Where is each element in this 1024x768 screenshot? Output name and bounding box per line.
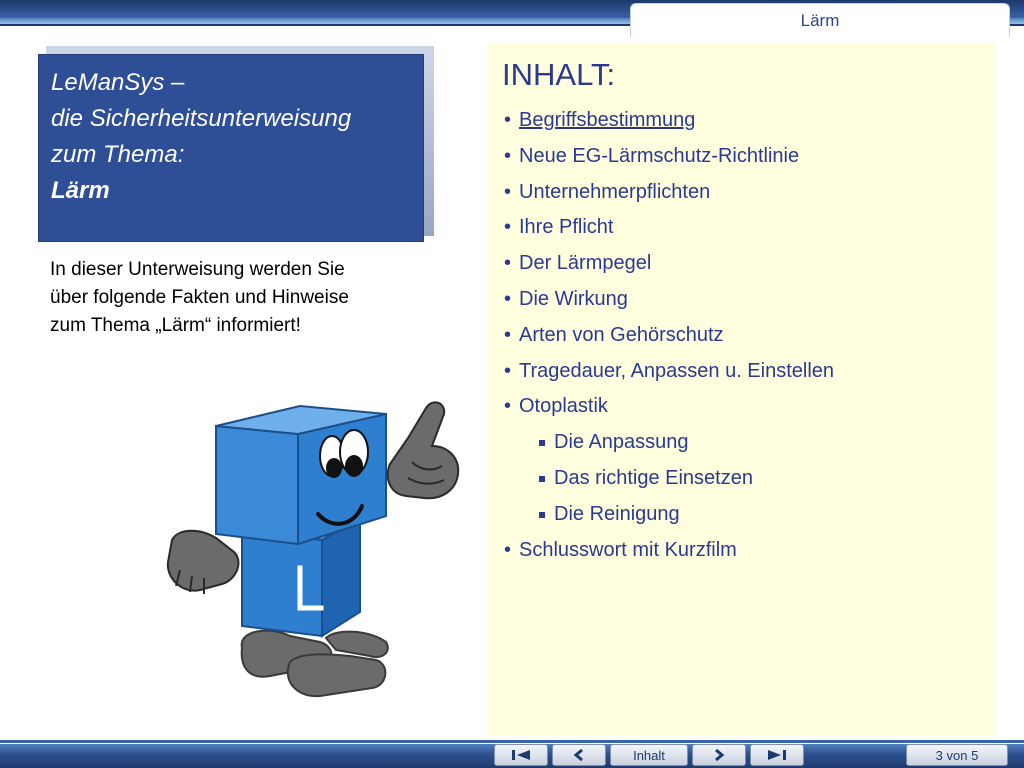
toc-item-label[interactable]: Begriffsbestimmung — [519, 109, 696, 131]
toc-item-laermpegel — [504, 246, 834, 282]
toc-subitem-reinigung — [504, 497, 834, 533]
toc-item-ihre-pflicht — [504, 210, 834, 246]
section-title-tab — [630, 3, 1010, 37]
next-page-button[interactable] — [692, 744, 746, 766]
toc-item-label: Tragedauer, Anpassen u. Einstellen — [519, 359, 835, 382]
toc-subitem-anpassung — [504, 425, 834, 461]
toc-item-label: Die Reinigung — [554, 502, 680, 525]
section-title: Lärm — [800, 10, 840, 30]
mascot-feet — [242, 631, 388, 697]
toc-item-label: Unternehmerpflichten — [519, 180, 711, 203]
page-indicator-text: 3 von 5 — [935, 747, 979, 763]
last-page-button[interactable] — [750, 744, 804, 766]
toc-item-label: Die Anpassung — [554, 431, 689, 454]
title-card — [38, 54, 424, 242]
toc-item-begriffsbestimmung[interactable] — [504, 103, 834, 139]
toc-item-tragedauer — [504, 354, 834, 390]
intro-line-3: zum Thema „Lärm“ informiert! — [50, 315, 301, 336]
footer-divider — [0, 740, 1024, 743]
skip-to-start-icon — [510, 749, 532, 761]
content-panel — [488, 43, 996, 736]
toc-item-label: Otoplastik — [519, 395, 608, 418]
intro-line-2: über folgende Fakten und Hinweise — [50, 287, 349, 308]
toc-item-label: Schlusswort mit Kurzfilm — [519, 538, 737, 561]
title-topic: Lärm — [51, 177, 110, 204]
toc-item-unternehmerpflichten — [504, 175, 834, 211]
page-indicator — [906, 744, 1008, 766]
mascot-left-hand — [168, 531, 239, 594]
contents-button[interactable] — [610, 744, 688, 766]
next-icon — [708, 749, 730, 761]
toc-item-wirkung — [504, 282, 834, 318]
table-of-contents — [504, 103, 834, 568]
first-page-button[interactable] — [494, 744, 548, 766]
toc-item-schlusswort — [504, 533, 834, 569]
toc-item-label: Die Wirkung — [519, 287, 628, 310]
contents-heading: INHALT: — [502, 57, 616, 92]
toc-item-label: Das richtige Einsetzen — [554, 466, 753, 489]
title-line-3: zum Thema: — [51, 141, 185, 168]
title-line-1: LeManSys – — [51, 69, 185, 96]
intro-line-1: In dieser Unterweisung werden Sie — [50, 259, 345, 280]
toc-item-otoplastik — [504, 389, 834, 425]
toc-item-label: Der Lärmpegel — [519, 252, 652, 275]
toc-item-label: Arten von Gehörschutz — [519, 323, 724, 346]
mascot-right-hand — [388, 402, 459, 498]
previous-icon — [568, 749, 590, 761]
title-line-2: die Sicherheitsunterweisung — [51, 105, 352, 132]
toc-item-label: Neue EG-Lärmschutz-Richtlinie — [519, 144, 800, 167]
toc-subitem-einsetzen — [504, 461, 834, 497]
skip-to-end-icon — [766, 749, 788, 761]
mascot-illustration — [150, 390, 480, 710]
previous-page-button[interactable] — [552, 744, 606, 766]
contents-button-label: Inhalt — [633, 747, 665, 763]
intro-text — [50, 256, 430, 340]
toc-item-gehoerschutz — [504, 318, 834, 354]
toc-item-label: Ihre Pflicht — [519, 216, 614, 239]
toc-item-eg-laermschutz — [504, 139, 834, 175]
